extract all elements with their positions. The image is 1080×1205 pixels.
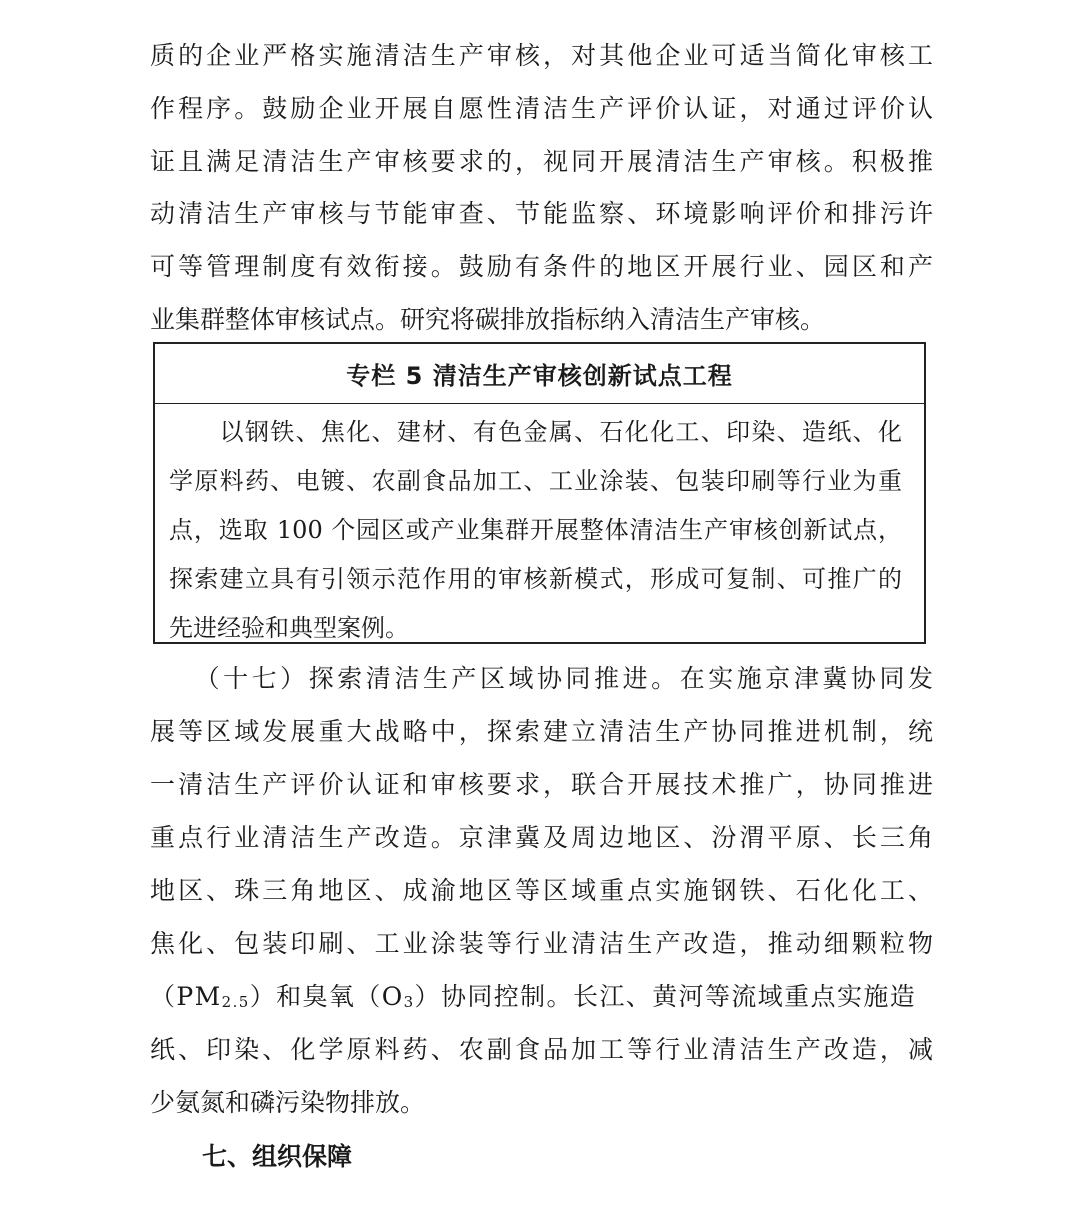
pm-open: （PM: [150, 982, 222, 1011]
section-heading: 七、组织保障: [202, 1142, 353, 1171]
section17-line: 焦化、包装印刷、工业涂装等行业清洁生产改造，推动细颗粒物: [150, 929, 933, 958]
o3-subscript: 3: [403, 993, 415, 1011]
intro-line: 业集群整体审核试点。研究将碳排放指标纳入清洁生产审核。: [150, 305, 826, 334]
intro-line: 作程序。鼓励企业开展自愿性清洁生产评价认证，对通过评价认: [150, 94, 933, 123]
section17-line: 地区、珠三角地区、成渝地区等区域重点实施钢铁、石化化工、: [150, 876, 933, 905]
column-box-header: [155, 344, 924, 404]
ozone-text: ）和臭氧（O: [249, 982, 404, 1011]
section17-line-pm25: [150, 980, 933, 1014]
section17-line: 重点行业清洁生产改造。京津冀及周边地区、汾渭平原、长三角: [150, 823, 933, 852]
column-box-line: 学原料药、电镀、农副食品加工、工业涂装、包装印刷等行业为重: [169, 467, 902, 495]
section17-line: 纸、印染、化学原料药、农副食品加工等行业清洁生产改造，减: [150, 1035, 933, 1064]
column-box-line: 点，选取 100 个园区或产业集群开展整体清洁生产审核创新试点，: [169, 516, 902, 544]
section17-line: 一清洁生产评价认证和审核要求，联合开展技术推广，协同推进: [150, 770, 933, 799]
column-box-line: 以钢铁、焦化、建材、有色金属、石化化工、印染、造纸、化: [169, 418, 902, 446]
section17-line: 展等区域发展重大战略中，探索建立清洁生产协同推进机制，统: [150, 717, 933, 746]
section17-line: （十七）探索清洁生产区域协同推进。在实施京津冀协同发: [150, 664, 933, 693]
line-rest: ）协同控制。长江、黄河等流域重点实施造: [414, 982, 917, 1011]
column-box-line: 探索建立具有引领示范作用的审核新模式，形成可复制、可推广的: [169, 565, 902, 593]
intro-line: 动清洁生产审核与节能审查、节能监察、环境影响评价和排污许: [150, 199, 933, 228]
intro-line: 质的企业严格实施清洁生产审核，对其他企业可适当简化审核工: [150, 41, 933, 70]
pm-subscript: 2.5: [221, 993, 250, 1011]
intro-line: 可等管理制度有效衔接。鼓励有条件的地区开展行业、园区和产: [150, 252, 933, 281]
column-box-title: 专栏 5 清洁生产审核创新试点工程: [346, 362, 733, 390]
intro-line: 证且满足清洁生产审核要求的，视同开展清洁生产审核。积极推: [150, 147, 933, 176]
section17-line: 少氨氮和磷污染物排放。: [150, 1088, 426, 1117]
column-box: [153, 342, 926, 644]
column-box-line: 先进经验和典型案例。: [169, 614, 409, 642]
